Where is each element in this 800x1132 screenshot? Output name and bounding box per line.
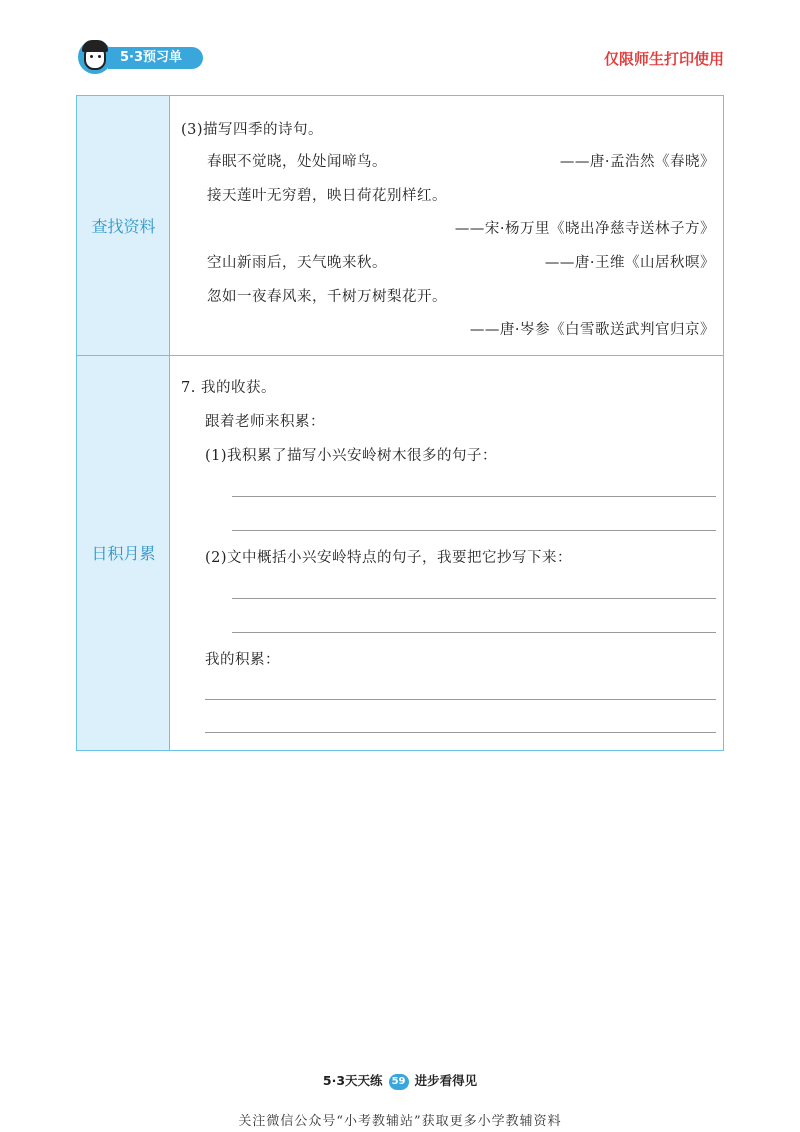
answer-line[interactable] (232, 496, 716, 497)
row-divider (77, 355, 723, 356)
question-1: (1)我积累了描写小兴安岭树木很多的句子： (205, 448, 498, 464)
mascot-hair-icon (82, 40, 108, 52)
page-footer (0, 1071, 800, 1090)
poem-source: ——唐·岑参《白雪歌送武判官归京》 (469, 322, 715, 338)
mascot-eye-icon (98, 55, 101, 58)
watermark-text: 关注微信公众号“小考教辅站”获取更多小学教辅资料 (238, 1114, 562, 1129)
restriction-note: 仅限师生打印使用 (603, 50, 724, 68)
poem-line: 接天莲叶无穷碧，映日荷花别样红。 (207, 188, 447, 204)
page-number: 59 (389, 1074, 409, 1090)
section-label-research: 查找资料 (91, 217, 156, 236)
page-header (0, 0, 800, 90)
footer-series: 5·3天天练 (322, 1073, 383, 1088)
answer-line[interactable] (205, 699, 716, 700)
poem-line: 忽如一夜春风来，千树万树梨花开。 (207, 289, 447, 305)
task-intro: 跟着老师来积累： (205, 414, 325, 430)
section-label-accumulate: 日积月累 (91, 544, 156, 563)
question-2: (2)文中概括小兴安岭特点的句子，我要把它抄写下来： (205, 550, 573, 566)
poem-source: ——唐·王维《山居秋暝》 (544, 255, 715, 271)
research-subtitle: (3)描写四季的诗句。 (181, 122, 324, 138)
series-label: 5·3预习单 (108, 47, 203, 69)
answer-line[interactable] (205, 732, 716, 733)
mascot-eye-icon (90, 55, 93, 58)
worksheet-table (76, 95, 724, 751)
label-column (77, 96, 170, 750)
answer-line[interactable] (232, 598, 716, 599)
poem-source: ——宋·杨万里《晓出净慈寺送林子方》 (454, 221, 715, 237)
poem-source: ——唐·孟浩然《春晓》 (559, 154, 715, 170)
question-3: 我的积累： (205, 652, 280, 668)
task-title: 7. 我的收获。 (181, 380, 276, 396)
answer-line[interactable] (232, 530, 716, 531)
poem-line: 春眠不觉晓，处处闻啼鸟。 (207, 154, 387, 170)
answer-line[interactable] (232, 632, 716, 633)
poem-line: 空山新雨后，天气晚来秋。 (207, 255, 387, 271)
footer-slogan: 进步看得见 (414, 1073, 478, 1088)
